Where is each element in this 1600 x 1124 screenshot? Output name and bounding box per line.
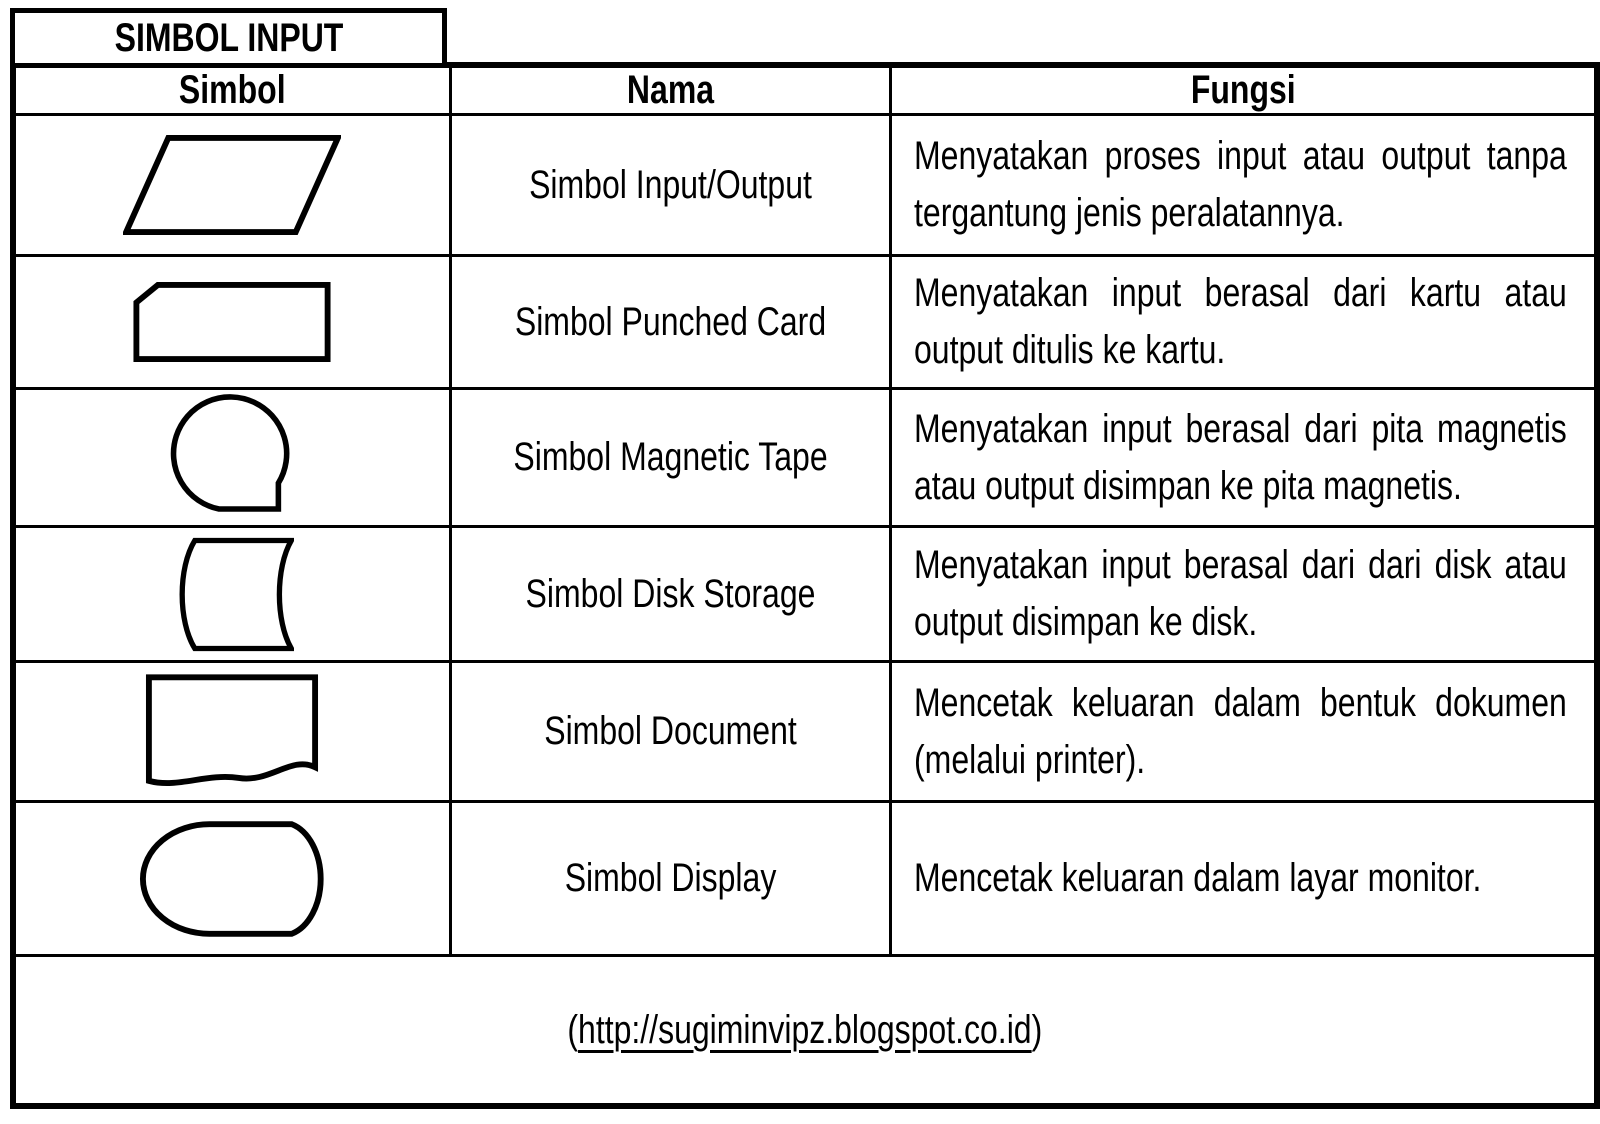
column-header-nama bbox=[450, 65, 890, 115]
fungsi-cell bbox=[890, 662, 1597, 802]
table-row-disk-storage bbox=[13, 527, 1597, 662]
symbol-name: Simbol Disk Storage bbox=[525, 571, 815, 616]
fungsi-cell bbox=[890, 527, 1597, 662]
disk-storage-icon bbox=[170, 532, 294, 657]
symbol-name: Simbol Magnetic Tape bbox=[512, 435, 828, 479]
symbol-function: Menyatakan input berasal dari kartu atau output ditulis ke kartu. bbox=[913, 271, 1567, 372]
fungsi-cell bbox=[890, 389, 1597, 527]
symbol-function: Menyatakan input berasal dari pita magnetis atau output disimpan ke pita magnetis. bbox=[913, 406, 1567, 508]
symbol-cell bbox=[13, 256, 450, 389]
symbol-function: Mencetak keluaran dalam layar monitor. bbox=[913, 856, 1481, 900]
column-header-simbol bbox=[13, 65, 450, 115]
document-icon bbox=[145, 673, 319, 791]
table-title-box bbox=[10, 8, 447, 68]
magnetic-tape-icon bbox=[168, 394, 296, 522]
fungsi-cell bbox=[890, 256, 1597, 389]
nama-cell bbox=[450, 115, 890, 256]
nama-cell bbox=[450, 662, 890, 802]
symbol-name: Simbol Display bbox=[564, 856, 776, 900]
footer-row bbox=[13, 956, 1597, 1107]
table-row-punched-card bbox=[13, 256, 1597, 389]
table-row-display bbox=[13, 802, 1597, 956]
open-paren: ( bbox=[567, 1007, 579, 1052]
symbol-cell bbox=[13, 662, 450, 802]
table-row-input-output bbox=[13, 115, 1597, 256]
header-row bbox=[13, 65, 1597, 115]
symbol-cell bbox=[13, 527, 450, 662]
source-cell bbox=[13, 956, 1597, 1107]
column-header-simbol-label: Simbol bbox=[178, 68, 286, 112]
column-header-nama-label: Nama bbox=[626, 68, 714, 112]
symbol-name: Simbol Input/Output bbox=[528, 162, 812, 207]
punched-card-icon bbox=[132, 282, 332, 362]
symbol-table bbox=[10, 62, 1600, 1109]
table-row-magnetic-tape bbox=[13, 389, 1597, 527]
symbol-function: Menyatakan proses input atau output tanpa tergantung jenis peralatannya. bbox=[913, 134, 1567, 235]
nama-cell bbox=[450, 256, 890, 389]
display-icon bbox=[139, 820, 325, 938]
column-header-fungsi bbox=[890, 65, 1597, 115]
fungsi-cell bbox=[890, 115, 1597, 256]
column-header-fungsi-label: Fungsi bbox=[1190, 68, 1296, 112]
input-output-parallelogram-icon bbox=[123, 135, 341, 235]
nama-cell bbox=[450, 527, 890, 662]
fungsi-cell bbox=[890, 802, 1597, 956]
symbol-cell bbox=[13, 389, 450, 527]
symbol-cell bbox=[13, 115, 450, 256]
table-title: SIMBOL INPUT bbox=[114, 15, 343, 60]
close-paren: ) bbox=[1031, 1007, 1043, 1052]
symbol-function: Menyatakan input berasal dari dari disk atau output disimpan ke disk. bbox=[913, 543, 1567, 644]
nama-cell bbox=[450, 802, 890, 956]
nama-cell bbox=[450, 389, 890, 527]
symbol-name: Simbol Document bbox=[543, 709, 797, 753]
table-row-document bbox=[13, 662, 1597, 802]
symbol-function: Mencetak keluaran dalam bentuk dokumen (melalui printer). bbox=[913, 680, 1567, 782]
source-url-link[interactable]: http://sugiminvipz.blogspot.co.id bbox=[578, 1007, 1032, 1052]
source-line bbox=[568, 1008, 1043, 1053]
symbol-cell bbox=[13, 802, 450, 956]
symbol-name: Simbol Punched Card bbox=[514, 299, 826, 344]
